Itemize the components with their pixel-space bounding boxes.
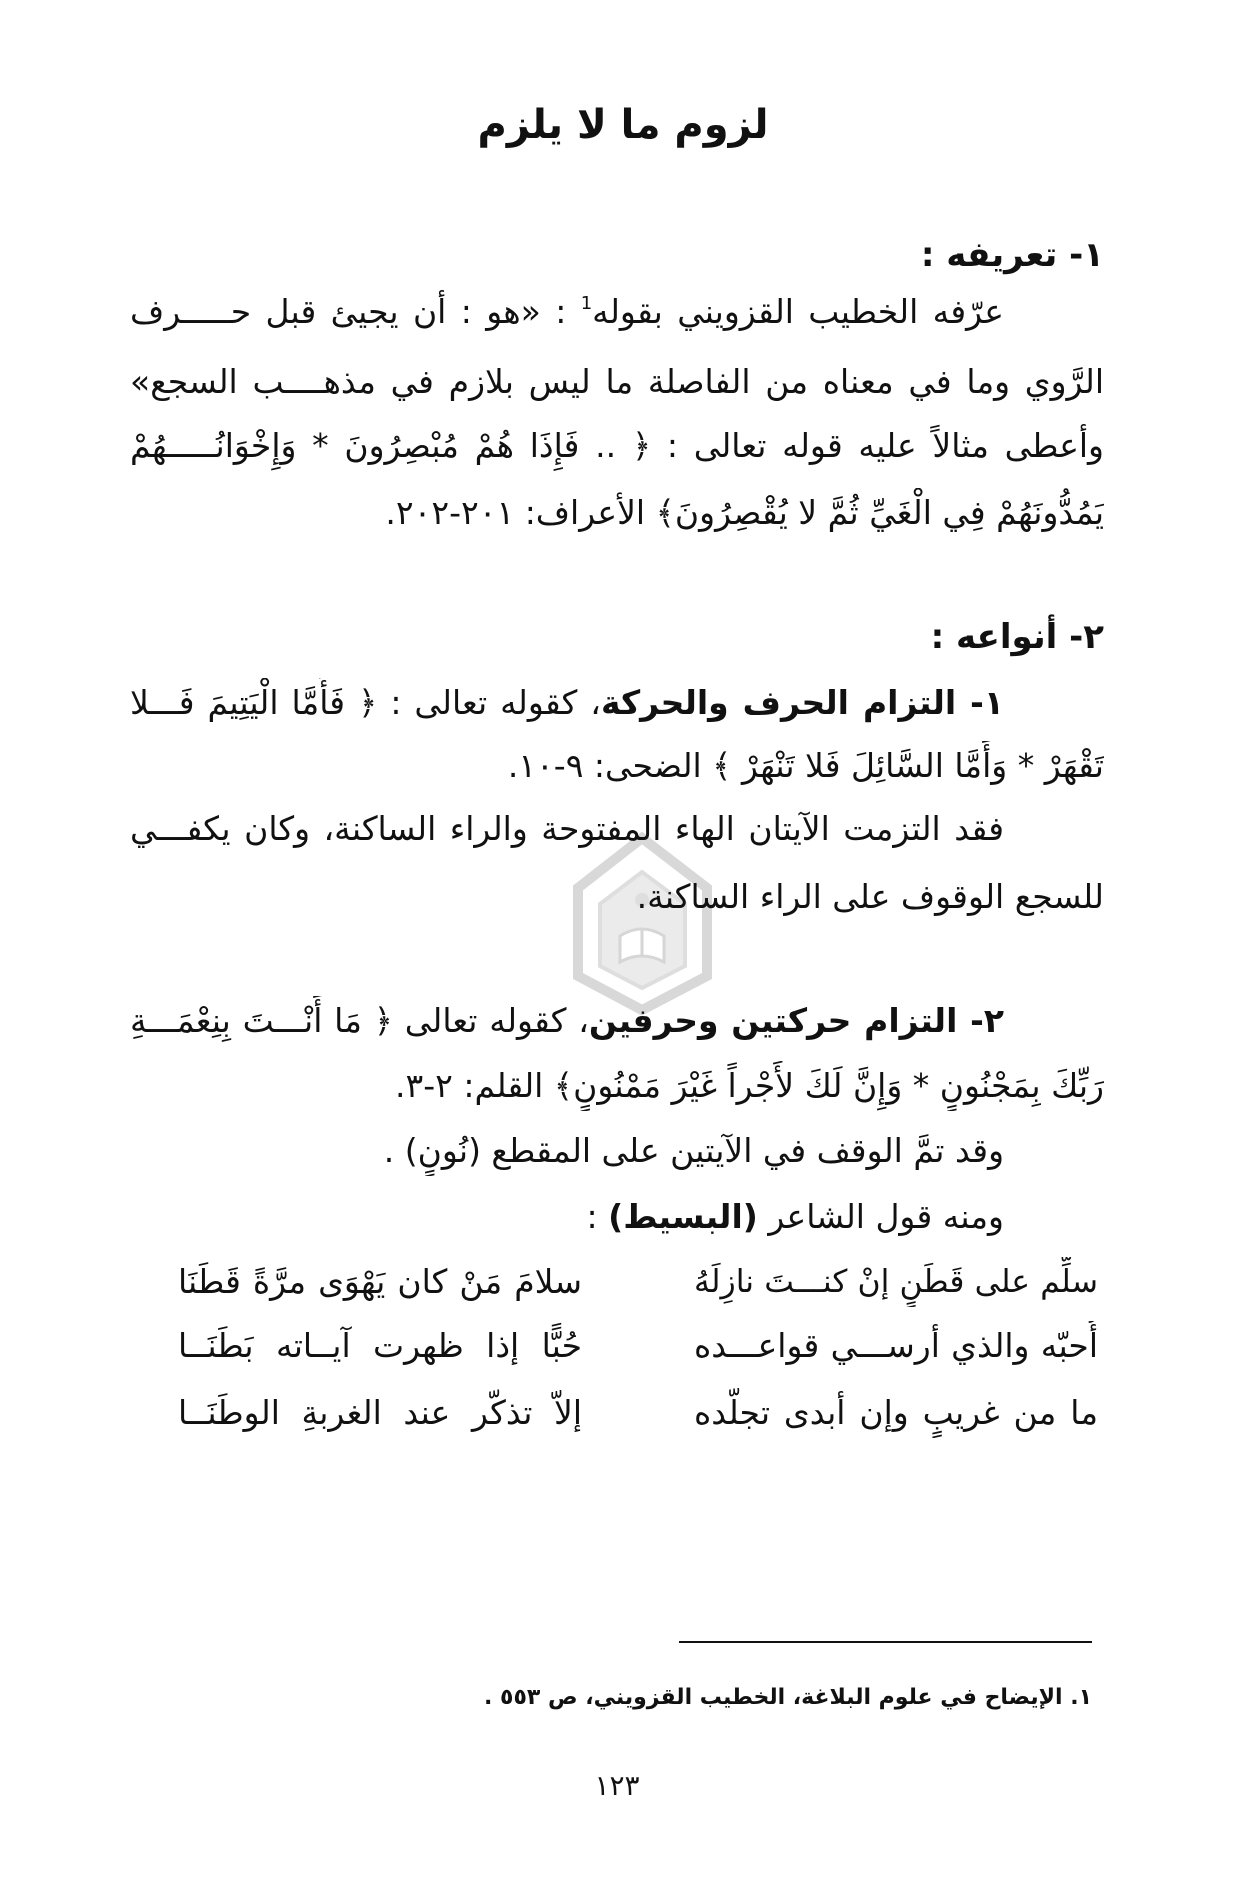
verse-3-second-hemistich: إلاّ تذكّر عند الغربةِ الوطَنَــا xyxy=(178,1393,582,1432)
type2-line-2: رَبِّكَ بِمَجْنُونٍ * وَإِنَّ لَكَ لأَجْراً غَيْرَ مَمْنُونٍ﴾ القلم: ٢-٣. xyxy=(394,1066,1104,1105)
footnote-text: ١. الإيضاح في علوم البلاغة، الخطيب القزويني، ص ٥٥٣ . xyxy=(484,1685,1092,1710)
definition-line-2: الرَّوي وما في معناه من الفاصلة ما ليس بلازم في مذهــــب السجع» xyxy=(130,362,1104,401)
definition-line-1 xyxy=(130,287,1104,337)
type1-line-4: للسجع الوقوف على الراء الساكنة. xyxy=(636,877,1104,916)
poem-intro-colon: : xyxy=(586,1197,609,1236)
type1-label: ١- التزام الحرف والحركة xyxy=(600,683,1004,722)
footnote-separator xyxy=(679,1641,1092,1643)
definition-text: عرّفه الخطيب القزويني بقوله xyxy=(592,292,1004,331)
type1-line-2: تَقْهَرْ * وَأَمَّا السَّائِلَ فَلا تَنْهَرْ ﴾ الضحى: ٩-١٠. xyxy=(507,746,1104,785)
type2-label: ٢- التزام حركتين وحرفين xyxy=(588,1001,1005,1040)
type2-line-1 xyxy=(130,996,1104,1046)
poem-meter: (البسيط) xyxy=(608,1197,758,1236)
verse-1-second-hemistich: سلامَ مَنْ كان يَهْوَى مرَّةً قَطَنَا xyxy=(178,1262,582,1301)
verse-2-first-hemistich: أُحبّه والذي أرســـي قواعـــده xyxy=(694,1326,1098,1365)
poem-intro-text: ومنه قول الشاعر xyxy=(757,1197,1004,1236)
verse-3-first-hemistich: ما من غريبٍ وإن أبدى تجلّده xyxy=(694,1393,1098,1432)
poem-intro xyxy=(130,1192,1104,1242)
footnote-marker: 1 xyxy=(580,293,593,314)
verse-2-second-hemistich: حُبًّا إذا ظهرت آيــاته بَطَنَــا xyxy=(178,1326,582,1365)
section-heading-definition: ١- تعريفه : xyxy=(920,235,1104,275)
type1-text: ، كقوله تعالى : ﴿ فَأَمَّا الْيَتِيمَ فَـــلا xyxy=(130,683,601,722)
definition-line-3: وأعطى مثالاً عليه قوله تعالى : ﴿ .. فَإِذَا هُمْ مُبْصِرُونَ * وَإِخْوَانُـــــهُمْ xyxy=(130,426,1104,465)
type1-line-1 xyxy=(130,678,1104,728)
page-number: ١٢٣ xyxy=(594,1769,640,1802)
type2-text: ، كقوله تعالى ﴿ مَا أَنْـــتَ بِنِعْمَـــةِ xyxy=(130,1001,589,1040)
definition-text: : «هو : أن يجيئ قبل حـــــرف xyxy=(130,292,581,331)
type1-line-3: فقد التزمت الآيتان الهاء المفتوحة والراء الساكنة، وكان يكفـــي xyxy=(130,809,1004,848)
verse-1-first-hemistich: سلِّم على قَطَنٍ إنْ كنـــتَ نازِلَهُ xyxy=(694,1264,1098,1300)
definition-line-4: يَمُدُّونَهُمْ فِي الْغَيِّ ثُمَّ لا يُقْصِرُونَ﴾ الأعراف: ٢٠١-٢٠٢. xyxy=(385,493,1104,532)
section-heading-types: ٢- أنواعه : xyxy=(930,617,1104,657)
type2-line-3: وقد تمَّ الوقف في الآيتين على المقطع (نُونٍ) . xyxy=(383,1131,1004,1170)
page-title: لزوم ما لا يلزم xyxy=(477,102,769,148)
